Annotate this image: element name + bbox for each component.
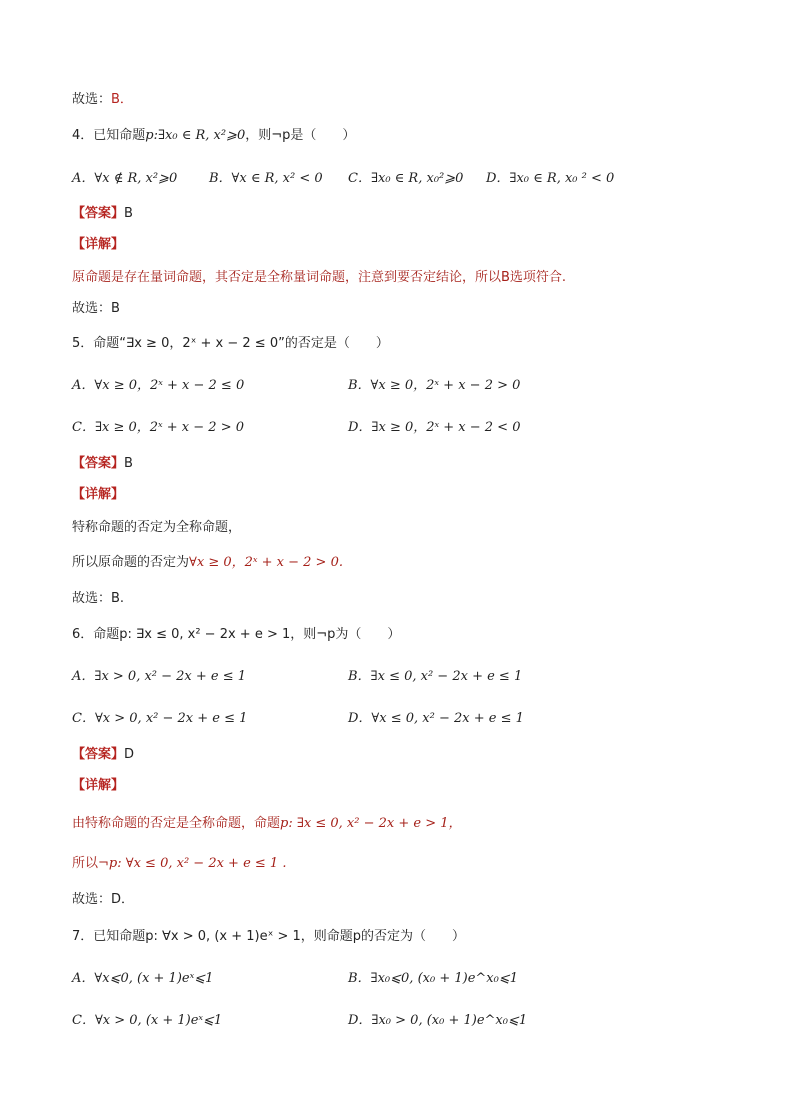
q7-stem: 7．已知命题p: ∀x > 0, (x + 1)eˣ > 1，则命题p的否定为（ ）: [72, 929, 466, 944]
q5-detail-line1: 特称命题的否定为全称命题，: [72, 520, 242, 535]
q4-option-a: A．∀x ∉ R, x²⩾0: [72, 171, 178, 186]
q6-detail-label: 【详解】: [72, 778, 125, 793]
q5-option-a: A．∀x ≥ 0，2ˣ + x − 2 ≤ 0: [72, 378, 245, 393]
q7-option-b: B．∃x₀⩽0, (x₀ + 1)e^x₀⩽1: [348, 971, 518, 986]
previous-answer-line: 故选：B．: [72, 92, 133, 107]
q7-option-d: D．∃x₀ > 0, (x₀ + 1)e^x₀⩽1: [348, 1013, 528, 1028]
q6-option-b: B．∃x ≤ 0, x² − 2x + e ≤ 1: [348, 669, 523, 684]
q4-choose: 故选：B: [72, 301, 120, 316]
q4-option-d: D．∃x₀ ∈ R, x₀ ² < 0: [486, 171, 615, 186]
q4-detail-text: 原命题是存在量词命题，其否定是全称量词命题，注意到要否定结论，所以B选项符合.: [72, 270, 567, 285]
q6-option-c: C．∀x > 0, x² − 2x + e ≤ 1: [72, 711, 248, 726]
q4-option-b: B．∀x ∈ R, x² < 0: [209, 171, 323, 186]
q5-detail-label: 【详解】: [72, 487, 125, 502]
q5-detail-line2: 所以原命题的否定为∀x ≥ 0，2ˣ + x − 2 > 0.: [72, 555, 343, 570]
q5-choose: 故选：B.: [72, 591, 125, 606]
q6-option-a: A．∃x > 0, x² − 2x + e ≤ 1: [72, 669, 247, 684]
q5-answer: 【答案】B: [72, 456, 133, 471]
q5-option-c: C．∃x ≥ 0，2ˣ + x − 2 > 0: [72, 420, 244, 435]
q5-option-b: B．∀x ≥ 0，2ˣ + x − 2 > 0: [348, 378, 521, 393]
q6-detail-line1: 由特称命题的否定是全称命题，命题p: ∃x ≤ 0, x² − 2x + e > 1，: [72, 816, 462, 831]
q4-answer: 【答案】B: [72, 206, 133, 221]
q4-stem: 4．已知命题p:∃x₀ ∈ R, x²⩾0，则¬p是（ ）: [72, 128, 356, 143]
q7-option-c: C．∀x > 0, (x + 1)eˣ⩽1: [72, 1013, 223, 1028]
q6-detail-line2: 所以¬p: ∀x ≤ 0, x² − 2x + e ≤ 1 .: [72, 856, 287, 871]
q7-option-a: A．∀x⩽0, (x + 1)eˣ⩽1: [72, 971, 214, 986]
q4-detail-label: 【详解】: [72, 237, 125, 252]
q6-choose: 故选：D．: [72, 892, 135, 907]
q5-stem: 5．命题“∃x ≥ 0，2ˣ + x − 2 ≤ 0”的否定是（ ）: [72, 336, 389, 351]
q6-option-d: D．∀x ≤ 0, x² − 2x + e ≤ 1: [348, 711, 524, 726]
q6-answer: 【答案】D: [72, 747, 135, 762]
q6-stem: 6．命题p: ∃x ≤ 0, x² − 2x + e > 1，则¬p为（ ）: [72, 627, 401, 642]
q4-option-c: C．∃x₀ ∈ R, x₀²⩾0: [348, 171, 464, 186]
q5-option-d: D．∃x ≥ 0，2ˣ + x − 2 < 0: [348, 420, 521, 435]
